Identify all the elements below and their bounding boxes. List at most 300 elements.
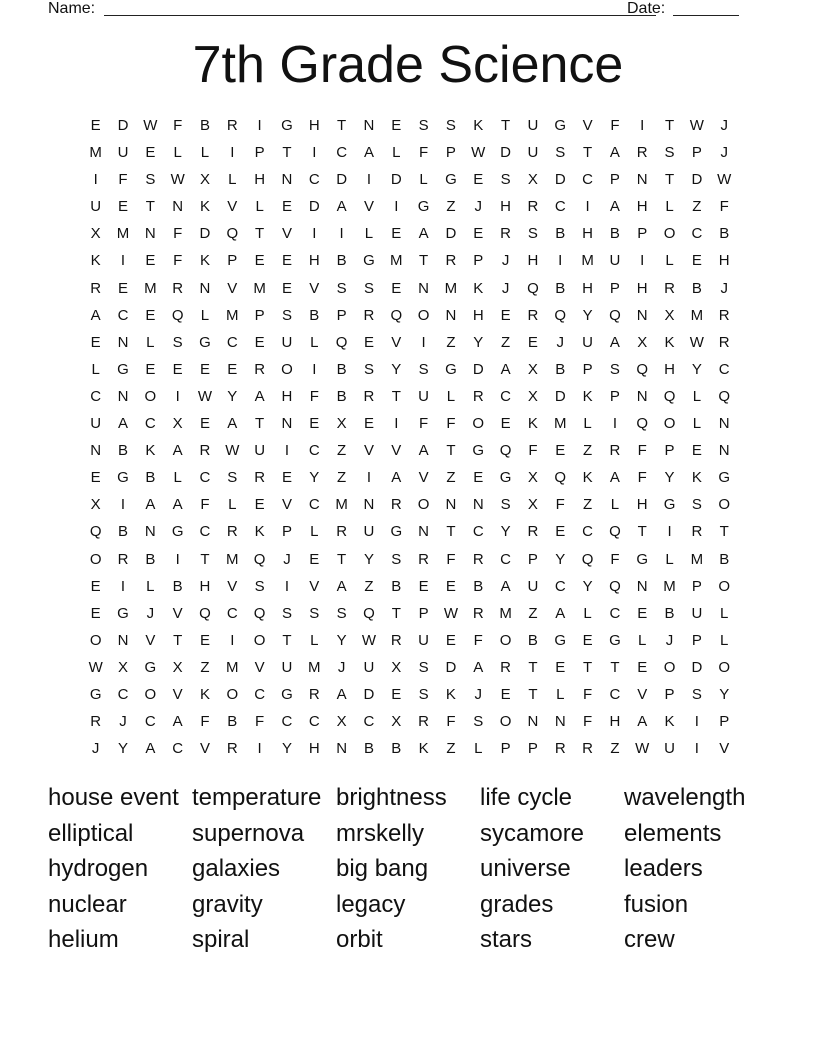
grid-letter: R: [418, 713, 430, 731]
grid-letter: O: [663, 415, 676, 433]
grid-letter: S: [555, 144, 566, 162]
grid-letter: P: [691, 144, 702, 162]
grid-letter: D: [199, 225, 211, 243]
grid-letter: R: [90, 713, 102, 731]
word-list-item: spiral: [192, 926, 250, 953]
grid-letter: N: [363, 496, 375, 514]
grid-letter: T: [446, 523, 456, 541]
grid-letter: K: [199, 252, 210, 270]
grid-letter: B: [117, 523, 128, 541]
grid-letter: M: [253, 279, 266, 297]
grid-letter: R: [336, 523, 348, 541]
grid-letter: U: [363, 523, 375, 541]
grid-letter: D: [554, 387, 566, 405]
grid-letter: G: [117, 604, 129, 622]
grid-letter: S: [281, 306, 292, 324]
grid-letter: O: [718, 577, 731, 595]
grid-letter: U: [254, 442, 266, 460]
grid-letter: A: [172, 442, 183, 460]
grid-letter: D: [691, 658, 703, 676]
grid-letter: Z: [446, 469, 456, 487]
grid-letter: C: [199, 523, 211, 541]
grid-letter: Q: [199, 604, 211, 622]
grid-letter: J: [556, 333, 564, 351]
grid-letter: L: [392, 144, 401, 162]
grid-letter: S: [418, 685, 429, 703]
grid-letter: B: [719, 550, 730, 568]
grid-letter: Q: [581, 550, 594, 568]
grid-letter: N: [418, 279, 430, 297]
grid-letter: S: [473, 713, 484, 731]
grid-letter: L: [310, 631, 319, 649]
grid-letter: L: [146, 577, 155, 595]
grid-letter: O: [663, 225, 676, 243]
grid-letter: P: [664, 685, 675, 703]
word-list-item: wavelength: [624, 784, 746, 811]
grid-letter: G: [554, 631, 567, 649]
grid-letter: L: [200, 306, 210, 324]
grid-letter: E: [309, 550, 320, 568]
grid-letter: R: [636, 144, 648, 162]
grid-letter: N: [445, 496, 457, 514]
grid-letter: J: [720, 279, 728, 297]
grid-letter: E: [391, 225, 402, 243]
grid-letter: F: [173, 117, 183, 134]
word-list-item: fusion: [624, 890, 689, 918]
grid-letter: P: [254, 144, 265, 162]
grid-letter: F: [637, 442, 647, 460]
grid-row: [82, 220, 738, 247]
grid-letter: O: [499, 631, 512, 649]
grid-letter: E: [145, 252, 156, 270]
grid-letter: D: [500, 144, 511, 162]
grid-letter: C: [363, 713, 375, 731]
grid-letter: N: [172, 198, 184, 216]
grid-letter: S: [418, 117, 429, 134]
grid-letter: W: [717, 171, 732, 189]
grid-letter: E: [473, 171, 484, 189]
grid-letter: F: [719, 198, 729, 216]
grid-letter: X: [199, 171, 210, 189]
grid-letter: P: [500, 740, 511, 758]
grid-letter: D: [445, 658, 457, 676]
grid-letter: M: [553, 415, 567, 433]
grid-letter: X: [90, 225, 101, 243]
grid-letter: G: [636, 550, 649, 568]
date-line: [673, 15, 739, 16]
grid-letter: K: [418, 740, 429, 758]
grid-letter: P: [281, 523, 292, 541]
grid-letter: V: [719, 740, 730, 758]
grid-letter: S: [664, 144, 675, 162]
grid-letter: R: [718, 333, 730, 351]
grid-letter: O: [718, 658, 731, 676]
grid-letter: O: [253, 631, 266, 649]
grid-letter: C: [144, 415, 156, 433]
grid-letter: X: [336, 415, 347, 433]
grid-letter: C: [308, 496, 320, 514]
grid-letter: P: [254, 306, 265, 324]
grid-letter: K: [691, 469, 702, 487]
grid-letter: U: [363, 658, 375, 676]
grid-letter: A: [609, 144, 620, 162]
grid-row: [82, 735, 738, 762]
grid-letter: C: [281, 713, 293, 731]
grid-letter: R: [472, 604, 484, 622]
grid-letter: E: [199, 631, 210, 649]
grid-letter: A: [336, 198, 347, 216]
grid-letter: C: [500, 387, 511, 405]
grid-letter: C: [226, 333, 238, 351]
grid-letter: E: [281, 469, 292, 487]
grid-letter: E: [473, 469, 484, 487]
grid-letter: H: [609, 713, 621, 731]
grid-letter: J: [501, 252, 510, 270]
grid-letter: Q: [609, 523, 621, 541]
grid-letter: B: [473, 577, 484, 595]
grid-letter: J: [720, 117, 728, 134]
grid-letter: C: [582, 171, 593, 189]
grid-letter: X: [172, 415, 183, 433]
grid-letter: E: [500, 685, 511, 703]
grid-letter: S: [691, 496, 702, 514]
grid-letter: T: [637, 523, 647, 541]
grid-letter: A: [117, 415, 128, 433]
grid-letter: U: [582, 333, 593, 351]
grid-letter: C: [144, 713, 156, 731]
grid-letter: B: [363, 740, 374, 758]
grid-letter: T: [255, 225, 265, 243]
grid-letter: E: [309, 415, 320, 433]
grid-letter: H: [582, 225, 593, 243]
grid-letter: J: [474, 198, 482, 216]
grid-letter: V: [418, 469, 429, 487]
grid-letter: H: [527, 252, 539, 270]
grid-letter: G: [609, 631, 621, 649]
grid-letter: I: [284, 442, 290, 460]
grid-letter: U: [418, 387, 430, 405]
grid-letter: V: [281, 496, 292, 514]
grid-letter: U: [281, 658, 293, 676]
grid-letter: V: [227, 279, 238, 297]
grid-letter: Q: [554, 469, 567, 487]
grid-letter: B: [555, 360, 566, 378]
grid-letter: I: [175, 550, 180, 568]
grid-letter: O: [417, 496, 430, 514]
grid-letter: N: [281, 415, 293, 433]
grid-letter: M: [663, 577, 676, 595]
grid-letter: B: [309, 306, 320, 324]
grid-letter: G: [89, 685, 102, 703]
word-list-item: grades: [480, 890, 554, 918]
grid-letter: H: [636, 198, 648, 216]
word-list-item: supernova: [192, 819, 305, 847]
grid-letter: A: [637, 713, 648, 731]
grid-letter: Q: [663, 387, 676, 405]
grid-letter: Z: [364, 577, 374, 595]
word-list-item: temperature: [192, 784, 322, 811]
grid-letter: I: [312, 360, 317, 378]
grid-row: [82, 166, 738, 193]
grid-letter: Q: [363, 604, 375, 622]
grid-letter: Z: [446, 198, 456, 216]
grid-letter: K: [664, 333, 675, 351]
grid-letter: S: [418, 360, 429, 378]
grid-letter: B: [227, 713, 238, 731]
grid-letter: E: [445, 577, 456, 595]
grid-letter: E: [555, 523, 566, 541]
grid-letter: E: [145, 144, 156, 162]
grid-letter: V: [227, 577, 238, 595]
grid-letter: L: [310, 333, 319, 351]
grid-letter: E: [117, 279, 128, 297]
grid-letter: E: [172, 360, 183, 378]
grid-letter: J: [283, 550, 291, 568]
grid-letter: B: [391, 740, 402, 758]
grid-letter: E: [637, 658, 648, 676]
word-list-item: life cycle: [480, 784, 573, 811]
grid-letter: F: [555, 496, 565, 514]
grid-letter: R: [582, 740, 593, 758]
grid-letter: M: [335, 496, 348, 514]
grid-letter: L: [446, 387, 456, 405]
grid-letter: I: [175, 387, 180, 405]
grid-letter: Y: [500, 523, 511, 541]
grid-letter: N: [117, 631, 129, 649]
grid-letter: P: [418, 604, 429, 622]
grid-letter: F: [200, 496, 210, 514]
grid-letter: E: [281, 252, 292, 270]
grid-letter: G: [472, 442, 485, 460]
grid-letter: F: [582, 685, 593, 703]
grid-letter: G: [718, 469, 731, 487]
grid-letter: I: [120, 496, 126, 514]
grid-letter: Q: [636, 415, 649, 433]
grid-letter: R: [254, 469, 266, 487]
word-list-item: sycamore: [480, 819, 585, 847]
grid-letter: E: [199, 360, 210, 378]
grid-letter: M: [144, 279, 157, 297]
grid-letter: L: [556, 685, 565, 703]
grid-letter: G: [663, 496, 676, 514]
grid-letter: Y: [691, 360, 702, 378]
grid-letter: K: [145, 442, 156, 460]
grid-letter: F: [173, 225, 183, 243]
grid-letter: L: [228, 171, 237, 189]
grid-letter: C: [718, 360, 730, 378]
grid-letter: C: [172, 740, 184, 758]
grid-letter: A: [336, 577, 347, 595]
grid-letter: I: [230, 631, 235, 649]
grid-letter: O: [499, 713, 512, 731]
grid-letter: E: [691, 252, 702, 270]
grid-letter: J: [146, 604, 155, 622]
grid-letter: L: [665, 550, 674, 568]
grid-letter: E: [145, 306, 156, 324]
grid-letter: I: [312, 225, 317, 243]
grid-letter: P: [691, 631, 702, 649]
grid-letter: F: [446, 713, 456, 731]
grid-letter: L: [310, 523, 319, 541]
page-title: 7th Grade Science: [192, 36, 624, 94]
grid-letter: J: [337, 658, 346, 676]
grid-letter: G: [363, 252, 375, 270]
grid-letter: A: [227, 415, 238, 433]
grid-letter: A: [609, 469, 620, 487]
grid-letter: R: [472, 550, 484, 568]
grid-letter: Q: [89, 523, 102, 541]
grid-letter: C: [554, 577, 566, 595]
grid-letter: O: [718, 496, 731, 514]
grid-letter: C: [500, 550, 511, 568]
grid-letter: V: [363, 442, 374, 460]
grid-letter: G: [144, 658, 157, 676]
grid-letter: E: [391, 117, 402, 134]
worksheet-header: [48, 0, 768, 22]
grid-letter: T: [145, 198, 155, 216]
grid-letter: R: [472, 387, 484, 405]
grid-letter: M: [116, 225, 130, 243]
grid-letter: E: [90, 117, 101, 134]
grid-letter: Q: [527, 279, 539, 297]
grid-letter: I: [667, 523, 672, 541]
grid-letter: D: [472, 360, 484, 378]
grid-letter: X: [527, 387, 538, 405]
grid-letter: I: [558, 252, 563, 270]
word-list: [48, 780, 768, 958]
grid-letter: H: [308, 252, 320, 270]
grid-letter: U: [90, 415, 102, 433]
grid-letter: C: [472, 523, 484, 541]
grid-letter: Q: [226, 225, 239, 243]
grid-letter: G: [417, 198, 430, 216]
grid-row: [82, 247, 738, 274]
grid-letter: D: [336, 171, 348, 189]
grid-letter: G: [445, 360, 457, 378]
grid-letter: V: [582, 117, 593, 134]
grid-letter: K: [527, 415, 538, 433]
grid-letter: I: [585, 198, 590, 216]
grid-letter: B: [719, 225, 730, 243]
grid-letter: I: [120, 577, 126, 595]
grid-letter: A: [336, 685, 347, 703]
grid-letter: M: [226, 306, 239, 324]
grid-letter: H: [281, 387, 293, 405]
grid-letter: O: [89, 631, 102, 649]
grid-letter: R: [117, 550, 129, 568]
grid-letter: X: [664, 306, 675, 324]
word-list-item: big bang: [336, 855, 429, 882]
grid-letter: N: [336, 740, 348, 758]
grid-row: [82, 139, 738, 166]
grid-row: [82, 518, 738, 545]
grid-letter: R: [500, 658, 511, 676]
grid-letter: R: [390, 631, 402, 649]
grid-letter: Z: [528, 604, 538, 622]
grid-letter: G: [117, 360, 129, 378]
grid-row: [82, 546, 738, 573]
grid-letter: B: [609, 225, 620, 243]
grid-letter: S: [500, 496, 511, 514]
grid-letter: M: [690, 550, 704, 568]
grid-letter: F: [446, 550, 456, 568]
grid-letter: U: [527, 117, 539, 134]
grid-letter: E: [90, 604, 101, 622]
grid-letter: C: [226, 604, 238, 622]
grid-letter: D: [390, 171, 402, 189]
grid-letter: E: [199, 415, 210, 433]
grid-letter: V: [172, 685, 183, 703]
grid-letter: E: [281, 279, 292, 297]
grid-letter: V: [309, 279, 320, 297]
grid-letter: Z: [501, 333, 511, 351]
grid-letter: I: [366, 171, 372, 189]
grid-letter: Y: [664, 469, 675, 487]
word-list-item: mrskelly: [336, 819, 424, 847]
grid-letter: H: [472, 306, 484, 324]
grid-letter: G: [445, 171, 457, 189]
grid-row: [82, 681, 738, 708]
grid-letter: B: [199, 117, 210, 134]
grid-letter: Y: [281, 740, 292, 758]
grid-letter: P: [609, 279, 620, 297]
grid-letter: X: [117, 658, 128, 676]
grid-letter: B: [664, 604, 675, 622]
grid-letter: I: [120, 252, 126, 270]
grid-letter: E: [281, 198, 292, 216]
grid-letter: C: [609, 685, 621, 703]
grid-letter: R: [90, 279, 102, 297]
grid-letter: W: [689, 117, 704, 134]
grid-letter: E: [254, 333, 265, 351]
grid-letter: B: [172, 577, 183, 595]
grid-letter: S: [500, 171, 511, 189]
grid-letter: Z: [337, 469, 347, 487]
grid-row: [82, 383, 738, 410]
grid-letter: F: [118, 171, 128, 189]
grid-letter: P: [582, 360, 593, 378]
grid-letter: L: [720, 604, 729, 622]
grid-letter: D: [445, 225, 457, 243]
grid-letter: I: [257, 740, 262, 758]
grid-letter: C: [609, 604, 621, 622]
grid-row: [82, 491, 738, 518]
grid-letter: Q: [609, 577, 621, 595]
grid-letter: I: [366, 469, 372, 487]
grid-letter: U: [281, 333, 293, 351]
grid-letter: F: [582, 713, 593, 731]
grid-letter: A: [473, 658, 484, 676]
grid-letter: R: [527, 198, 539, 216]
grid-letter: Y: [391, 360, 402, 378]
grid-letter: N: [472, 496, 484, 514]
grid-letter: E: [527, 333, 538, 351]
grid-letter: N: [636, 387, 648, 405]
grid-letter: P: [227, 252, 238, 270]
grid-letter: C: [554, 198, 566, 216]
grid-letter: A: [418, 225, 429, 243]
grid-letter: E: [254, 496, 265, 514]
grid-letter: M: [499, 604, 512, 622]
name-line: [104, 15, 656, 16]
grid-letter: Z: [582, 442, 593, 460]
grid-letter: H: [199, 577, 211, 595]
grid-letter: S: [145, 171, 156, 189]
grid-letter: X: [527, 469, 538, 487]
grid-letter: K: [199, 198, 210, 216]
word-list-item: hydrogen: [48, 855, 149, 882]
grid-letter: W: [88, 658, 103, 676]
